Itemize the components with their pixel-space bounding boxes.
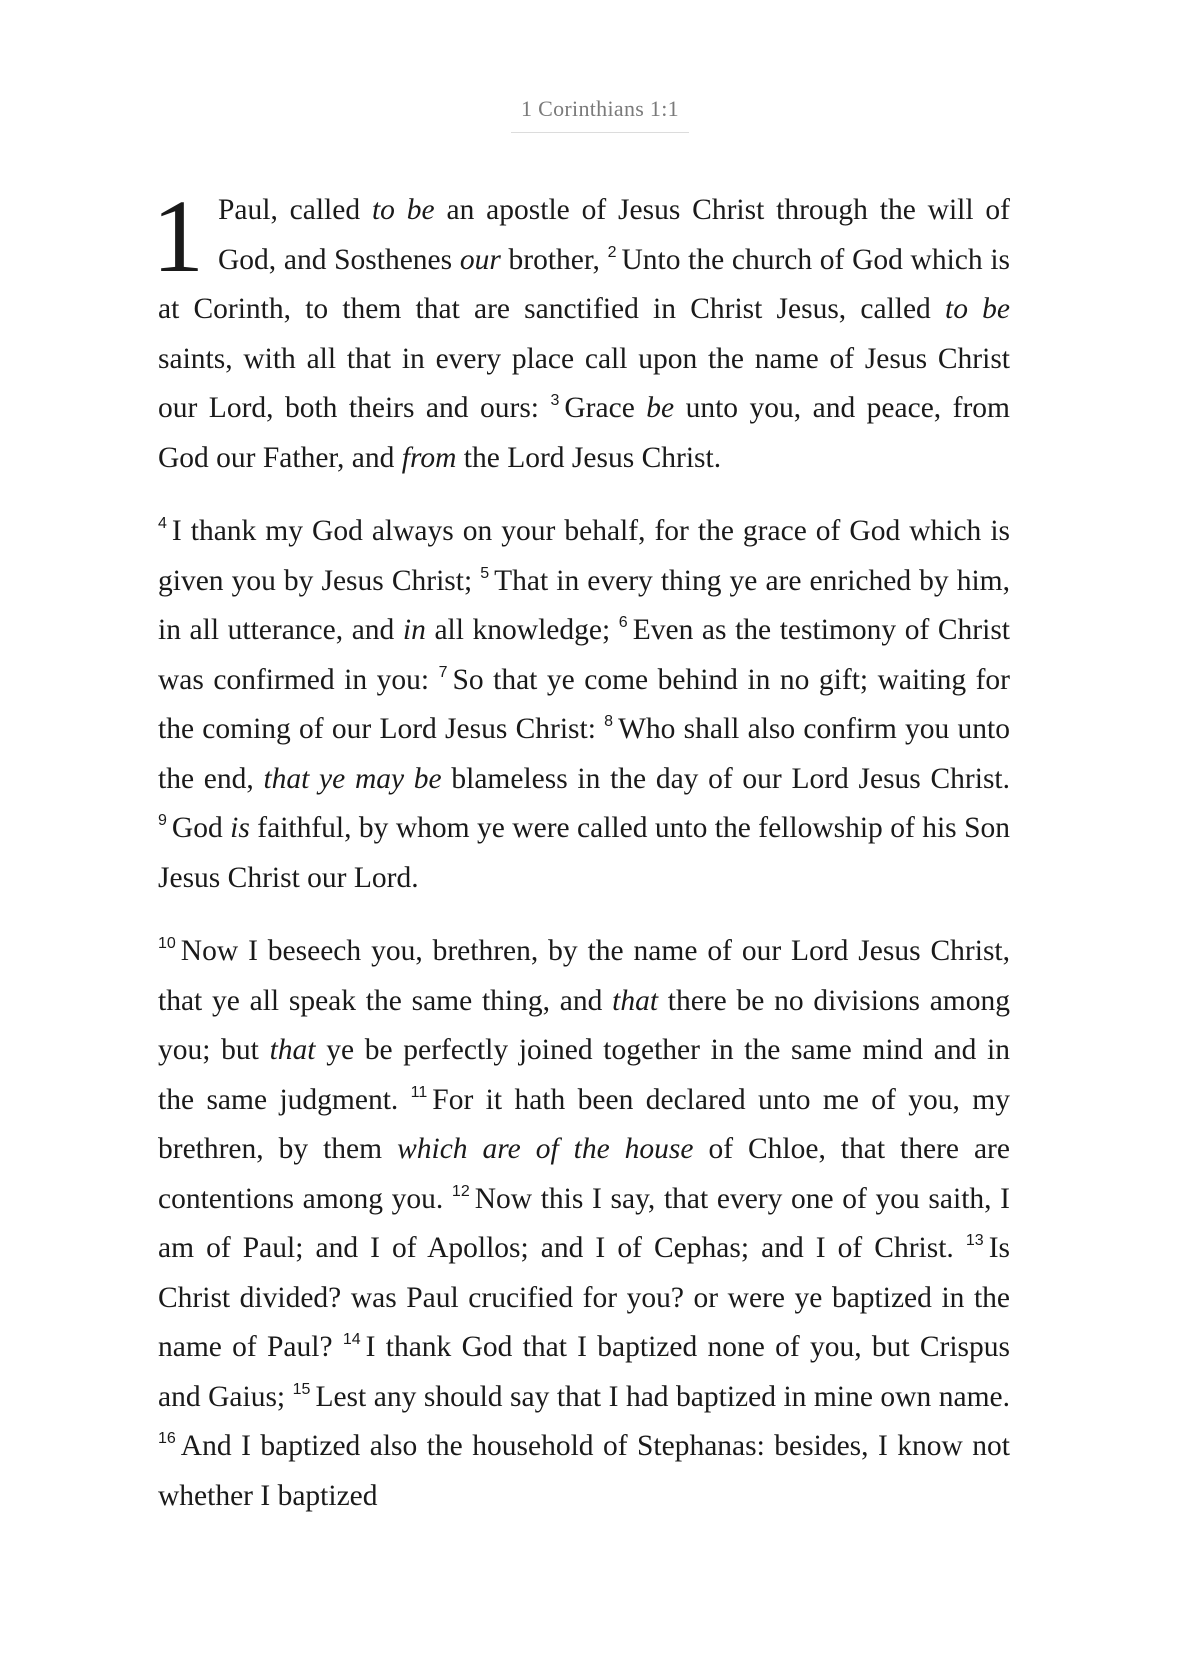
verse-text: faithful, by whom ye were called unto the fellowship of his Son Jesus Christ our Lord. <box>158 812 1011 894</box>
italic-text: which are of the house <box>397 1133 694 1165</box>
italic-text: to be <box>945 293 1010 325</box>
verse-text: brother, <box>500 243 608 276</box>
verse-number: 15 <box>292 1380 311 1398</box>
verse-number: 7 <box>438 663 448 681</box>
verse-number: 6 <box>618 614 628 631</box>
verse-text: And I baptized also the household of Stephanas: besides, I know not whether I baptized <box>158 1430 1010 1512</box>
verse-number: 13 <box>965 1232 984 1249</box>
verse-number: 14 <box>342 1331 361 1348</box>
verse-text: Lest any should say that I had baptized in mine own name. <box>315 1380 1010 1413</box>
italic-text: that <box>269 1034 316 1066</box>
verse-number: 9 <box>158 812 167 829</box>
italic-text: that ye may be <box>263 762 442 795</box>
verse-text: Grace <box>564 392 647 424</box>
verse-number: 12 <box>451 1182 470 1200</box>
verse-text: all knowledge; <box>425 614 619 646</box>
italic-text: in <box>402 614 426 646</box>
verse-number: 3 <box>550 392 560 409</box>
verse-text: So that ye come behind in no gift; waiting for the coming of our Lord Jesus Christ: <box>158 663 1010 745</box>
verse-text: That in every thing ye are enriched by him, in all utterance, and <box>158 564 1010 646</box>
verse-text: Even as the testimony of Christ was confirmed in you: <box>158 614 1010 696</box>
page-header <box>0 96 1200 133</box>
verse-text: Now I beseech you, brethren, by the name of our Lord Jesus Christ, that ye all speak the same thing, and <box>158 935 1010 1017</box>
verse-text: I thank my God always on your behalf, for the grace of God which is given you by Jesus Christ; <box>158 515 1010 597</box>
verse-number: 5 <box>480 564 490 582</box>
verse-text: Paul, called <box>218 194 372 226</box>
paragraph-text <box>158 935 1010 1512</box>
verse-text: the Lord Jesus Christ. <box>456 441 722 474</box>
verse-text: ye be perfectly joined together in the same mind and in the same judgment. <box>158 1034 1010 1116</box>
verse-text: of Chloe, that there are contentions among you. <box>158 1133 1010 1215</box>
verse-text: an apostle of Jesus Christ through the will of God, and Sosthenes <box>218 194 1010 276</box>
paragraph <box>158 507 1010 903</box>
italic-text: from <box>401 441 457 474</box>
verse-text: there be no divisions among you; but <box>158 984 1010 1066</box>
verse-text: blameless in the day of our Lord Jesus Christ. <box>441 762 1010 795</box>
verse-text: God <box>171 812 231 844</box>
paragraph <box>152 179 1010 483</box>
verse-number: 16 <box>158 1430 176 1447</box>
verse-number: 11 <box>410 1083 428 1101</box>
verse-text: unto you, and peace, from God our Father, and <box>158 392 1010 474</box>
verse-text: Unto the church of God which is at Corinth, to them that are sanctified in Christ Jesus, called <box>158 243 1010 325</box>
scripture-text-body <box>152 179 1011 1545</box>
verse-text: For it hath been declared unto me of you, my brethren, by them <box>158 1083 1011 1165</box>
italic-text: be <box>646 392 675 424</box>
verse-text: saints, with all that in every place call upon the name of Jesus Christ our Lord, both theirs and ours: <box>158 342 1010 424</box>
verse-number: 10 <box>158 935 176 952</box>
chapter-drop-cap: 1 <box>152 179 204 294</box>
italic-text: that <box>612 984 659 1017</box>
verse-number: 8 <box>604 713 614 730</box>
verse-number: 4 <box>158 515 167 532</box>
italic-text: to be <box>371 194 435 226</box>
italic-text: is <box>230 812 250 844</box>
chapter-reference-title: 1 Corinthians 1:1 <box>511 96 689 133</box>
verse-number: 2 <box>607 243 617 261</box>
paragraph-text <box>158 515 1010 894</box>
italic-text: our <box>459 243 501 276</box>
verse-text: I thank God that I baptized none of you, but Crispus and Gaius; <box>158 1331 1010 1413</box>
verse-text: Is Christ divided? was Paul crucified for you? or were ye baptized in the name of Paul? <box>158 1232 1010 1363</box>
paragraph <box>158 927 1010 1521</box>
verse-text: Who shall also confirm you unto the end, <box>158 713 1010 795</box>
paragraph-text <box>158 194 1010 474</box>
verse-text: Now this I say, that every one of you saith, I am of Paul; and I of Apollos; and I of Cephas; and I of Christ. <box>158 1182 1011 1264</box>
